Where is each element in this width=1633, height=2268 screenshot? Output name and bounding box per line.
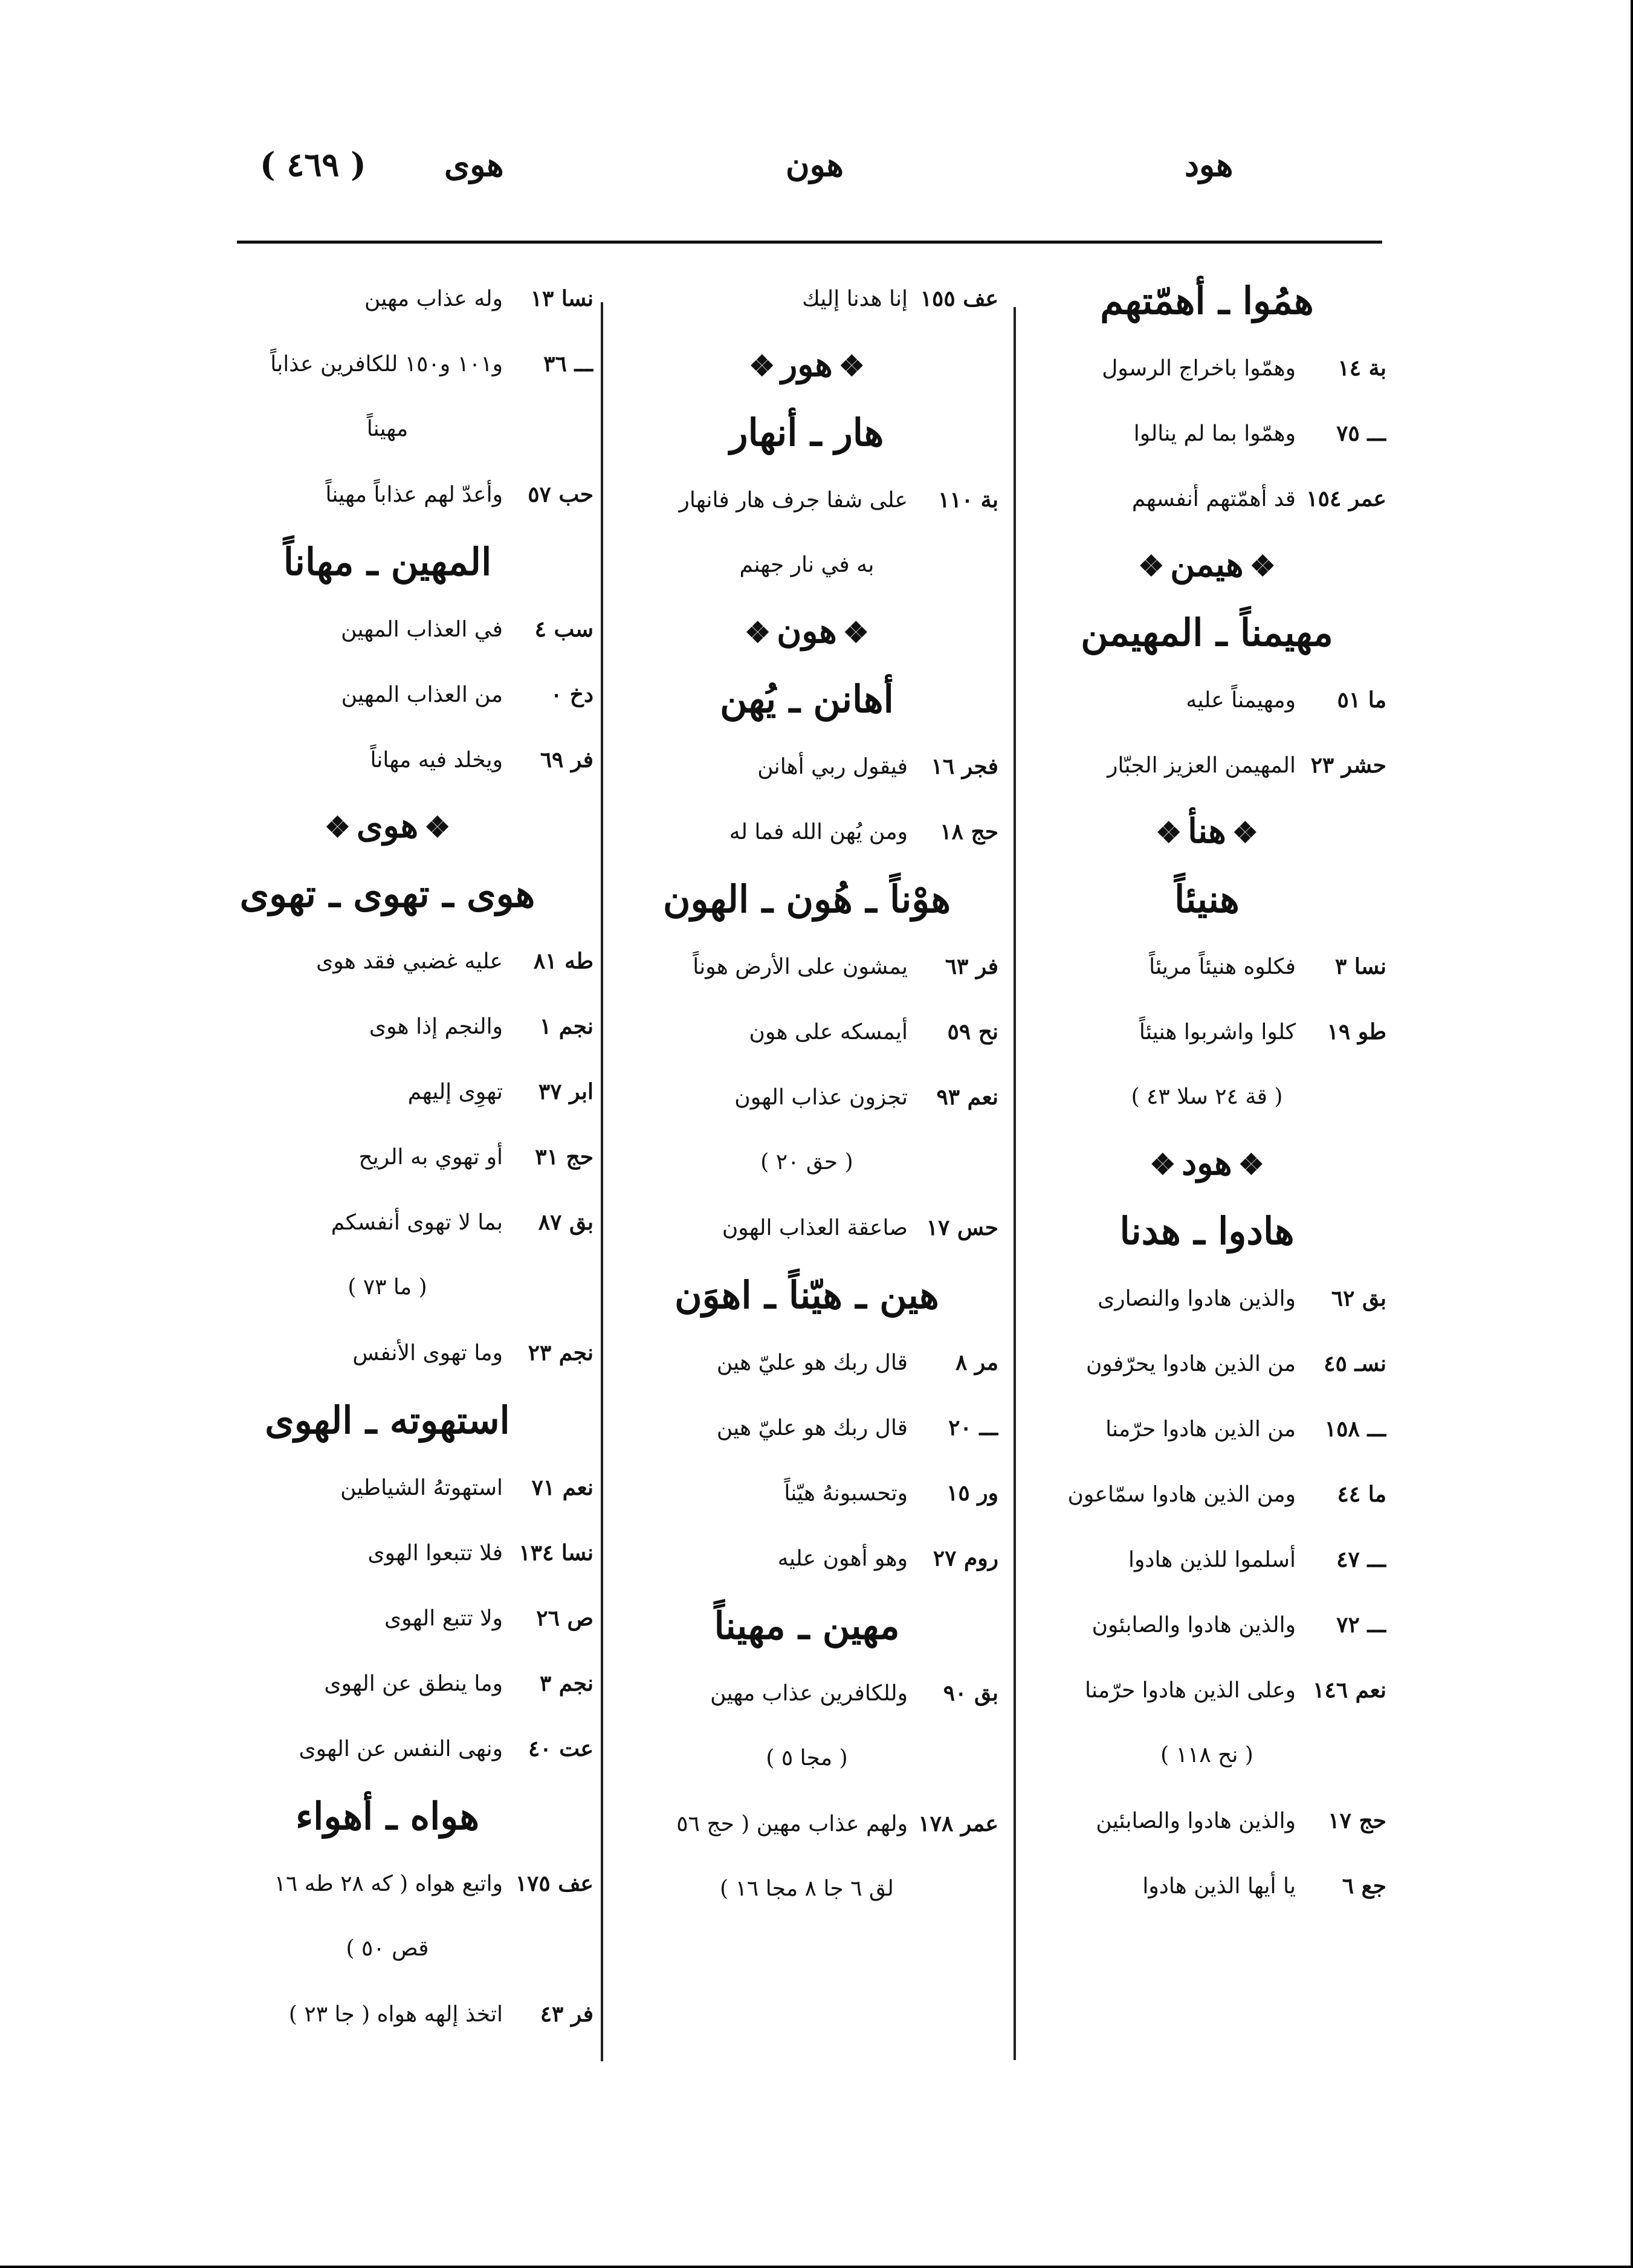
ornament-icon: ❖ [1232,816,1258,850]
entry-text: تهوِى إليهم [407,1080,503,1104]
entry-reference: عمر ١٥٤ [1306,486,1386,511]
entry-reference: نجم ٢٣ [528,1340,593,1366]
entry-reference: بة ١٤ [1337,355,1386,381]
entry-continuation: ( نح ١١٨ ) [1160,1743,1253,1767]
entry-reference: ـــ ٣٦ [543,351,593,377]
entry-text: يا أيها الذين هادوا [1142,1874,1296,1899]
ornament-icon: ❖ [1138,549,1165,583]
entry-reference: فر ٦٣ [945,954,998,979]
entry-text: في العذاب المهين [341,617,503,642]
entry-row [615,1195,998,1260]
entry-text: فلا تتبعوا الهوى [367,1541,503,1566]
entry-text: وعلى الذين هادوا حرّمنا [1084,1678,1296,1703]
entry-reference: ـــ ٧٢ [1336,1612,1386,1638]
entry-reference: ـــ ٤٧ [1336,1547,1386,1572]
page-bottom-border [0,2266,1633,2268]
entry-continuation: قص ٥٠ ) [346,1936,429,1961]
entry-row [181,1716,593,1781]
ornament-icon: ❖ [324,811,351,844]
entry-row [181,1190,593,1255]
entry-row [1027,999,1386,1064]
entry-text: والذين هادوا والصابئون [1091,1613,1296,1638]
entry-continuation: به في نار جهنم [739,552,875,577]
column-divider-left [601,302,603,2061]
entry-reference: نسا ١٣ [530,286,593,311]
page-number: ( ٤٦٩ ) [260,145,366,184]
entry-text: ونهى النفس عن الهوى [299,1737,503,1761]
entry-reference: نعم ١٤٦ [1313,1677,1386,1703]
entry-text: عليه غضبي فقد هوى [316,949,503,974]
entry-reference: بة ١١٠ [938,487,998,513]
entry-text: واتبع هواه ( كه ٢٨ طه ١٦ [274,1871,503,1896]
entry-reference: نعم ٧١ [531,1475,593,1500]
ornament-icon: ❖ [749,349,775,383]
entry-text: وهو أهون عليه [777,1546,908,1571]
entry-text: ويخلد فيه مهاناً [370,748,503,773]
entry-reference: دخ ٠ [550,682,593,707]
root-word: هنأ [1188,811,1226,851]
entry-reference: نعم ٩٣ [936,1084,998,1110]
entry-reference: حب ٥٧ [528,482,593,507]
root-word: هود [1182,1143,1232,1183]
entry-text: يمشون على الأرض هوناً [693,954,908,979]
entry-text: المهيمن العزيز الجبّار [1107,753,1296,778]
entry-reference: طه ٨١ [533,948,593,974]
entry-text: ومن الذين هادوا سمّاعون [1067,1482,1296,1507]
page-right-border [1631,0,1633,2268]
entry-row [1027,1266,1386,1331]
root-section-title [1027,798,1386,864]
entry-row [181,597,593,662]
entry-reference: بق ٨٧ [538,1210,593,1235]
entry-reference: ص ٢٦ [536,1605,593,1631]
entry-text: من الذين هادوا يحرّفون [1085,1352,1296,1376]
word-forms-heading: أهانن ـ يُهن [720,677,894,721]
entry-row [615,1660,998,1726]
root-section-title [181,792,593,859]
entry-text: وهمّوا باخراج الرسول [1102,356,1296,381]
entry-reference: روم ٢٧ [933,1546,998,1571]
entry-row [181,1520,593,1586]
entry-reference: حشر ٢٣ [1310,753,1386,778]
root-section-title [615,598,998,664]
word-forms-heading: مهين ـ مهيناً [714,1604,900,1648]
entry-row [181,1586,593,1651]
entry-reference: فر ٦٩ [540,747,593,773]
ornament-icon: ❖ [424,811,451,844]
entry-row [181,266,593,331]
entry-reference: عف ١٧٥ [515,1871,593,1896]
ornament-icon: ❖ [1238,1148,1264,1182]
entry-reference: فجر ١٦ [931,754,998,779]
entry-row [181,1455,593,1520]
entry-text: قال ربك هو عليّ هين [716,1350,908,1375]
entry-row [615,1064,998,1130]
word-forms-heading: استهوته ـ الهوى [265,1398,510,1442]
entry-row [1027,934,1386,999]
ornament-icon: ❖ [1156,816,1182,850]
header-rule [237,241,1382,244]
entry-continuation: ( مجا ٥ ) [766,1746,848,1771]
entry-continuation: مهيناً [366,416,409,441]
entry-continuation: ( قة ٢٤ سلا ٤٣ ) [1131,1084,1283,1109]
entry-reference: حج ٣١ [535,1144,593,1170]
entry-reference: حج ١٨ [940,819,998,844]
root-word: هور [781,345,833,384]
ornament-icon: ❖ [745,616,771,650]
entry-reference: بق ٦٢ [1331,1286,1386,1311]
page-header [0,145,1633,206]
entry-row [1027,1462,1386,1527]
entry-row [615,1791,998,1856]
entry-reference: عت ٤٠ [528,1736,593,1761]
entry-row [181,1059,593,1124]
entry-reference: عف ١٥٥ [920,286,998,311]
entry-row [181,1851,593,1916]
entry-row [615,934,998,999]
entry-text: وما ينطق عن الهوى [324,1671,503,1696]
entry-reference: ـــ ١٥٨ [1324,1416,1386,1442]
entry-row [615,1330,998,1395]
entry-text: أسلموا للذين هادوا [1128,1547,1296,1572]
entry-text: على شفا جرف هار فانهار [679,488,908,513]
entry-continuation: لق ٦ جا ٨ مجا ١٦ ) [720,1876,894,1901]
entry-row [181,1320,593,1385]
word-forms-heading: هار ـ أنهار [729,410,884,455]
entry-row [181,994,593,1059]
word-forms-heading: هين ـ هيّناً ـ اهوَن [674,1273,939,1317]
entry-reference: نجم ٣ [539,1671,593,1696]
entry-text: أو تهوي به الريح [358,1145,503,1170]
entry-continuation: ( ما ٧٣ ) [348,1275,427,1300]
entry-row [615,266,998,331]
header-left-word: هوى [444,145,504,184]
word-forms-heading: هنيئاً [1174,877,1240,921]
entry-reference: طو ١٩ [1327,1019,1386,1045]
entry-row [615,734,998,799]
entry-text: ومن يُهن الله فما له [729,820,908,844]
entry-text: وما تهوى الأنفس [352,1341,503,1366]
entry-reference: حج ١٧ [1328,1808,1386,1833]
entry-reference: نسـ ٤٥ [1324,1351,1386,1376]
entry-reference: ـــ ٢٠ [948,1415,998,1440]
entry-row [615,467,998,533]
root-section-title [1027,531,1386,598]
entry-row [181,727,593,792]
word-forms-heading: المهين ـ مهاناً [283,540,492,584]
entry-text: فكلوه هنيئاً مريئاً [1149,954,1296,979]
column-right [1027,266,1386,1919]
root-section-title [1027,1130,1386,1196]
header-right-word: هود [1185,145,1234,184]
entry-text: من الذين هادوا حرّمنا [1105,1417,1296,1442]
entry-text: من العذاب المهين [341,682,503,707]
entry-row [181,462,593,527]
entry-text: والنجم إذا هوى [369,1014,503,1039]
entry-row [181,331,593,397]
entry-row [1027,1527,1386,1592]
entry-reference: ما ٤٤ [1337,1482,1386,1507]
entry-text: صاعقة العذاب الهون [722,1216,908,1240]
entry-text: كلوا واشربوا هنيئاً [1139,1020,1296,1045]
entry-text: قال ربك هو عليّ هين [716,1416,908,1440]
entry-row [615,1395,998,1460]
entry-text: بما لا تهوى أنفسكم [331,1210,503,1235]
entry-row [181,662,593,727]
ornament-icon: ❖ [842,616,869,650]
entry-row [1027,1788,1386,1853]
entry-text: وتحسبونهُ هيّناً [784,1481,908,1506]
entry-text: أيمسكه على هون [749,1020,908,1045]
word-forms-heading: هوى ـ تهوى ـ تهوى [239,872,535,916]
entry-reference: نجم ١ [539,1014,593,1039]
word-forms-heading: همُوا ـ أهمّتهم [1100,279,1314,323]
entry-row [1027,1657,1386,1723]
entry-text: ومهيمناً عليه [1186,688,1296,713]
entry-text: قد أهمّتهم أنفسهم [1131,487,1296,511]
entry-row [181,928,593,994]
root-word: هوى [356,806,419,846]
entry-row [181,1651,593,1716]
entry-text: ولا تتبع الهوى [384,1606,503,1631]
entry-reference: مر ٨ [955,1350,998,1375]
entry-reference: نسا ١٣٤ [519,1540,593,1566]
word-forms-heading: مهيمناً ـ المهيمن [1081,611,1333,655]
entry-row [1027,1853,1386,1919]
entry-row [1027,667,1386,733]
column-middle [615,266,998,1922]
root-word: هيمن [1170,545,1244,585]
entry-text: اتخذ إلهه هواه ( جا ٢٣ ) [288,2002,503,2027]
entry-reference: فر ٤٣ [540,2001,593,2027]
word-forms-heading: هواه ـ أهواء [295,1794,480,1838]
word-forms-heading: هوْناً ـ هُون ـ الهون [662,877,951,921]
entry-text: وله عذاب مهين [364,287,503,311]
entry-reference: بق ٩٠ [943,1680,998,1706]
column-divider-right [1014,307,1016,2060]
entry-reference: ور ١٥ [946,1480,998,1506]
entry-row [1027,466,1386,531]
entry-text: تجزون عذاب الهون [734,1085,908,1110]
entry-row [615,999,998,1064]
word-forms-heading: هادوا ـ هدنا [1119,1209,1295,1253]
root-section-title [615,331,998,398]
entry-text: وهمّوا بما لم ينالوا [1133,421,1296,446]
entry-text: استهوتهُ الشياطين [340,1476,503,1500]
entry-text: والذين هادوا والنصارى [1098,1286,1296,1311]
entry-row [615,1526,998,1591]
entry-text: و١٠١ و١٥٠ للكافرين عذاباً [270,352,503,377]
root-word: هون [777,611,837,651]
entry-reference: نسا ٣ [1335,954,1386,979]
entry-reference: حس ١٧ [926,1215,998,1240]
entry-row [1027,733,1386,798]
ornament-icon: ❖ [1249,549,1276,583]
entry-row [1027,1396,1386,1462]
entry-reference: عمر ١٧٨ [918,1811,998,1836]
entry-row [1027,335,1386,401]
entry-text: ولهم عذاب مهين ( حج ٥٦ [676,1812,908,1836]
entry-reference: نح ٥٩ [947,1019,998,1045]
entry-continuation: ( حق ٢٠ ) [760,1150,853,1174]
entry-text: فيقول ربي أهانن [757,754,908,779]
ornament-icon: ❖ [1150,1148,1176,1182]
entry-row [1027,1592,1386,1657]
entry-text: والذين هادوا والصابئين [1096,1809,1296,1833]
entry-reference: ـــ ٧٥ [1336,421,1386,446]
entry-text: إنا هدنا إليك [802,287,908,311]
header-middle-word: هون [786,145,844,184]
entry-row [181,1124,593,1190]
entry-row [615,1460,998,1526]
column-left [181,266,593,2047]
entry-reference: جع ٦ [1342,1873,1386,1899]
entry-reference: سب ٤ [534,617,593,642]
ornament-icon: ❖ [838,349,865,383]
entry-row [181,1981,593,2047]
entry-reference: ابر ٣٧ [538,1079,593,1104]
entry-text: وللكافرين عذاب مهين [710,1681,908,1706]
entry-row [615,799,998,864]
entry-text: وأعدّ لهم عذاباً مهيناً [325,482,503,507]
entry-reference: ما ٥١ [1337,687,1386,713]
entry-row [1027,1331,1386,1396]
entry-row [1027,401,1386,466]
